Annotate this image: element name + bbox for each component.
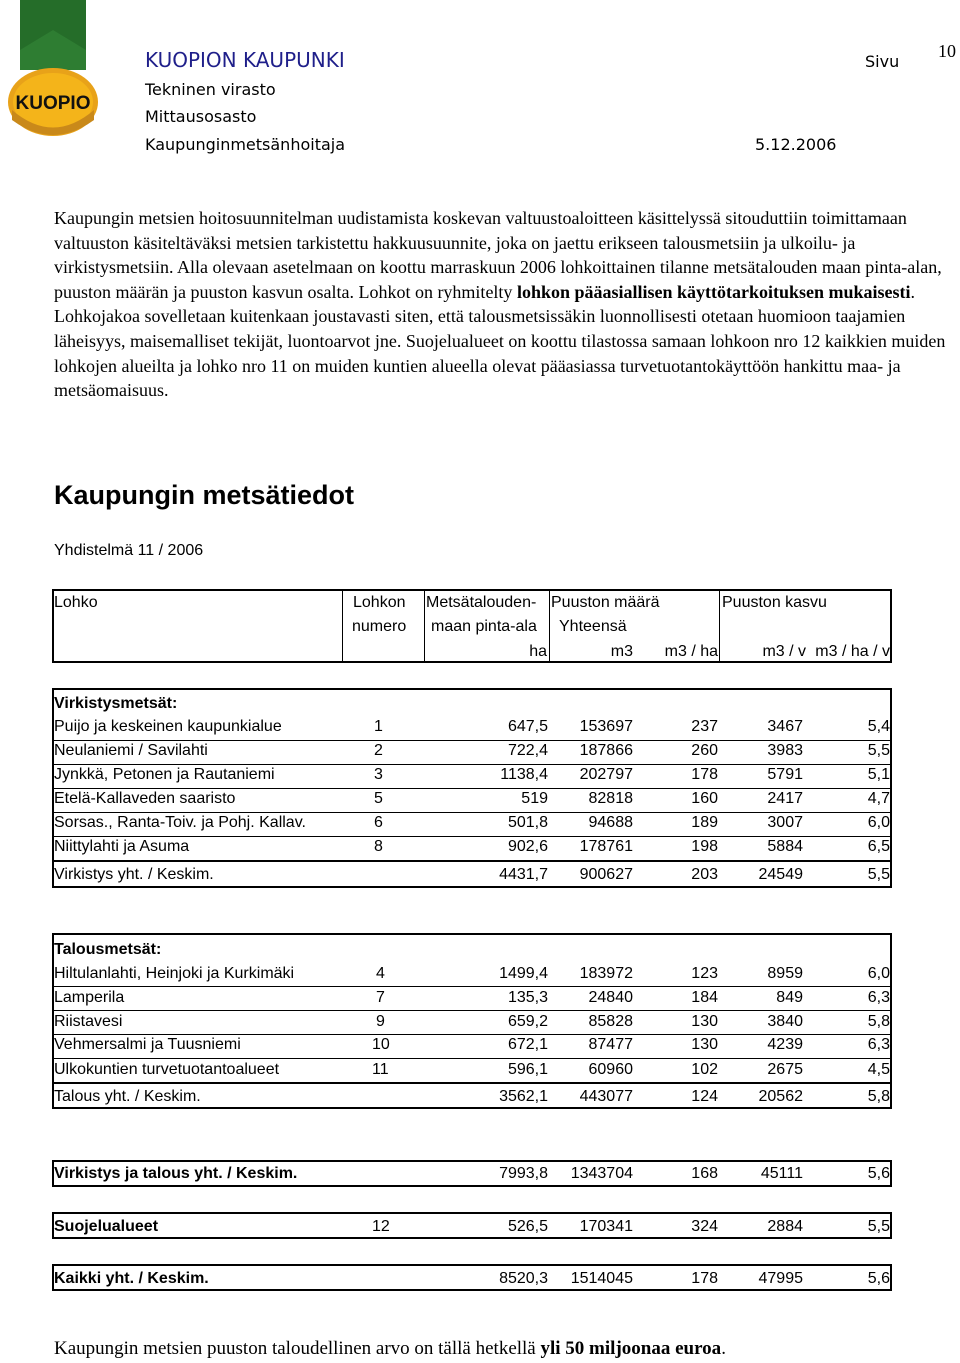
- footer-end: .: [721, 1338, 726, 1359]
- unit-m3-v: m3 / v: [762, 643, 806, 660]
- cell-ha: 672,1: [507, 1036, 548, 1053]
- row-divider: [52, 812, 892, 813]
- cell-m3ha: 124: [691, 1088, 718, 1105]
- intro-text-1: Kaupungin metsien hoitosuunnitelman uudistamista koskevan valtuustoaloitteen käsittelyssä sitouduttiin toimittamaan valtuuston käsiteltäväksi metsien tarkistettu hakkuusuunnite, joka on jaettu erikseen talousmetsiin ja ulkoilu- ja virkistysmetsiin. Alla olevaan asetelmaan on koottu marraskuun 2006 lohkoittainen tilanne metsätalouden maan pinta-alan, puuston määrän ja puuston kasvun osalta. Lohkot on ryhmitelty: [54, 208, 942, 302]
- unit-m3-ha: m3 / ha: [664, 643, 718, 660]
- section-subtitle: Yhdistelmä 11 / 2006: [54, 542, 204, 559]
- cell-num: 11: [372, 1061, 389, 1078]
- cell-num: 8: [374, 838, 383, 855]
- author-role: Kaupunginmetsänhoitaja: [145, 135, 346, 154]
- cell-ha: 519: [521, 790, 548, 807]
- row-divider: [52, 1034, 892, 1035]
- unit-m3-ha-v: m3 / ha / v: [815, 643, 890, 660]
- section-title-talous: Talousmetsät:: [54, 941, 162, 958]
- cell-name: Niittylahti ja Asuma: [54, 838, 190, 855]
- cell-m3ha: 203: [691, 866, 718, 883]
- cell-name: Suojelualueet: [54, 1218, 159, 1235]
- cell-m3ha: 237: [691, 718, 718, 735]
- cell-ha: 3562,1: [499, 1088, 548, 1105]
- total-divider: [52, 860, 892, 862]
- cell-m3hav: 6,5: [867, 838, 890, 855]
- cell-m3: 1514045: [570, 1270, 633, 1287]
- intro-bold-text: lohkon pääasiallisen käyttötarkoituksen mukaisesti: [516, 281, 911, 302]
- cell-m3v: 20562: [758, 1088, 803, 1105]
- cell-m3v: 849: [776, 989, 803, 1006]
- cell-num: 12: [372, 1218, 390, 1235]
- document-date: 5.12.2006: [755, 135, 837, 154]
- cell-m3ha: 178: [691, 766, 718, 783]
- cell-m3hav: 5,1: [867, 766, 890, 783]
- header-divider: [549, 589, 550, 663]
- cell-m3v: 3840: [767, 1013, 803, 1030]
- cell-m3v: 4239: [767, 1036, 803, 1053]
- header-divider: [424, 589, 425, 663]
- cell-m3ha: 198: [691, 838, 718, 855]
- cell-m3hav: 4,7: [867, 790, 890, 807]
- cell-num: 4: [376, 965, 385, 982]
- cell-m3v: 24549: [758, 866, 803, 883]
- cell-ha: 722,4: [507, 742, 548, 759]
- header-numero: numero: [352, 618, 407, 635]
- cell-ha: 659,2: [507, 1013, 548, 1030]
- row-divider: [52, 764, 892, 765]
- cell-m3: 24840: [588, 989, 633, 1006]
- cell-m3hav: 6,3: [867, 1036, 890, 1053]
- cell-m3v: 45111: [760, 1165, 803, 1182]
- cell-m3v: 3467: [767, 718, 803, 735]
- row-divider: [52, 836, 892, 837]
- cell-m3: 153697: [579, 718, 633, 735]
- cell-m3hav: 5,5: [867, 742, 890, 759]
- cell-m3: 87477: [588, 1036, 633, 1053]
- page-number: 10: [938, 41, 956, 61]
- cell-ha: 647,5: [507, 718, 548, 735]
- cell-name: Sorsas., Ranta-Toiv. ja Pohj. Kallav.: [54, 814, 306, 831]
- cell-name: Etelä-Kallaveden saaristo: [54, 790, 236, 807]
- row-divider: [52, 740, 892, 741]
- cell-name: Puijo ja keskeinen kaupunkialue: [54, 718, 282, 735]
- cell-m3v: 2884: [767, 1218, 803, 1235]
- cell-name: Virkistys yht. / Keskim.: [54, 866, 214, 883]
- cell-m3ha: 160: [691, 790, 718, 807]
- section-title-virkistys: Virkistysmetsät:: [54, 695, 178, 712]
- cell-num: 2: [374, 742, 383, 759]
- cell-m3: 443077: [579, 1088, 633, 1105]
- cell-m3ha: 189: [691, 814, 718, 831]
- cell-num: 5: [374, 790, 383, 807]
- cell-m3: 85828: [588, 1013, 633, 1030]
- header-divider: [719, 589, 720, 663]
- cell-m3hav: 5,6: [867, 1270, 890, 1287]
- footer-text: Kaupungin metsien puuston taloudellinen arvo on tällä hetkellä: [54, 1338, 541, 1359]
- cell-m3hav: 4,5: [867, 1061, 890, 1078]
- total-divider: [52, 1082, 892, 1084]
- cell-num: 10: [372, 1036, 390, 1053]
- cell-m3: 183972: [579, 965, 633, 982]
- cell-num: 3: [374, 766, 383, 783]
- row-divider: [52, 986, 892, 987]
- organization-name: KUOPION KAUPUNKI: [145, 48, 345, 72]
- header-puuston-kasvu: Puuston kasvu: [722, 594, 827, 611]
- row-divider: [52, 1010, 892, 1011]
- unit-name: Mittausosasto: [145, 107, 257, 126]
- cell-m3hav: 5,5: [867, 1218, 890, 1235]
- cell-name: Ulkokuntien turvetuotantoalueet: [54, 1061, 280, 1078]
- cell-num: 7: [376, 989, 385, 1006]
- cell-m3: 94688: [588, 814, 633, 831]
- cell-m3: 178761: [579, 838, 633, 855]
- cell-m3: 1343704: [570, 1165, 633, 1182]
- cell-m3hav: 5,8: [867, 1013, 890, 1030]
- cell-m3ha: 102: [691, 1061, 718, 1078]
- cell-m3hav: 5,8: [867, 1088, 890, 1105]
- svg-text:KUOPIO: KUOPIO: [15, 93, 91, 114]
- cell-m3ha: 130: [691, 1036, 718, 1053]
- unit-ha: ha: [529, 643, 547, 660]
- cell-name: Virkistys ja talous yht. / Keskim.: [54, 1165, 298, 1182]
- header-metsatalouden: Metsätalouden-: [426, 594, 537, 611]
- cell-m3: 187866: [579, 742, 633, 759]
- cell-m3: 900627: [579, 866, 633, 883]
- cell-m3ha: 324: [691, 1218, 718, 1235]
- header-pinta-ala: maan pinta-ala: [431, 618, 537, 635]
- cell-name: Talous yht. / Keskim.: [54, 1088, 201, 1105]
- cell-num: 6: [374, 814, 383, 831]
- cell-ha: 526,5: [507, 1218, 548, 1235]
- cell-ha: 501,8: [507, 814, 548, 831]
- cell-ha: 1499,4: [499, 965, 548, 982]
- cell-ha: 8520,3: [499, 1270, 548, 1287]
- cell-m3ha: 178: [691, 1270, 718, 1287]
- cell-m3ha: 260: [691, 742, 718, 759]
- cell-ha: 7993,8: [499, 1165, 548, 1182]
- header-puuston-maara: Puuston määrä: [551, 594, 660, 611]
- cell-m3hav: 6,0: [867, 814, 890, 831]
- cell-ha: 902,6: [507, 838, 548, 855]
- header-yhteensa: Yhteensä: [559, 618, 627, 635]
- unit-m3: m3: [610, 643, 633, 660]
- cell-name: Neulaniemi / Savilahti: [54, 742, 208, 759]
- cell-m3v: 8959: [767, 965, 803, 982]
- cell-name: Jynkkä, Petonen ja Rautaniemi: [54, 766, 275, 783]
- row-divider: [52, 1058, 892, 1059]
- cell-name: Hiltulanlahti, Heinjoki ja Kurkimäki: [54, 965, 295, 982]
- cell-m3v: 2417: [767, 790, 803, 807]
- cell-m3v: 47995: [758, 1270, 803, 1287]
- cell-m3v: 3007: [767, 814, 803, 831]
- cell-name: Vehmersalmi ja Tuusniemi: [54, 1036, 241, 1053]
- cell-name: Kaikki yht. / Keskim.: [54, 1270, 209, 1287]
- cell-m3ha: 184: [691, 989, 718, 1006]
- cell-name: Lamperila: [54, 989, 125, 1006]
- cell-m3hav: 5,4: [867, 718, 890, 735]
- kuopio-logo: [4, 0, 102, 140]
- intro-text-2: . Lohkojakoa sovelletaan kuitenkaan joustavasti siten, että talousmetsissäkin luonnollisesti otetaan huomioon taajamien läheisyys, maisemalliset tekijät, luontoarvot jne. Suojelualueet on koottu tilastossa samaan lohkoon nro 12 kaikkien muiden lohkojen alueilta ja lohko nro 11 on muiden kuntien alueella olevat pääasiassa turvetuotantokäyttöön hankittu maa- ja metsäomaisuus.: [54, 281, 946, 401]
- header-divider: [342, 589, 343, 663]
- cell-m3: 170341: [579, 1218, 633, 1235]
- cell-m3v: 2675: [767, 1061, 803, 1078]
- header-lohko: Lohko: [54, 594, 98, 611]
- department-name: Tekninen virasto: [145, 80, 276, 99]
- intro-paragraph: [54, 206, 959, 403]
- cell-num: 9: [376, 1013, 385, 1030]
- footer-note: [54, 1338, 726, 1360]
- cell-ha: 4431,7: [499, 866, 548, 883]
- cell-m3v: 5791: [767, 766, 803, 783]
- cell-m3hav: 6,0: [867, 965, 890, 982]
- cell-m3: 60960: [588, 1061, 633, 1078]
- cell-m3ha: 130: [691, 1013, 718, 1030]
- cell-m3hav: 5,5: [867, 866, 890, 883]
- section-title: Kaupungin metsätiedot: [54, 480, 355, 510]
- header-lohkon: Lohkon: [353, 594, 406, 611]
- cell-ha: 596,1: [507, 1061, 548, 1078]
- cell-ha: 135,3: [507, 989, 548, 1006]
- cell-m3hav: 6,3: [867, 989, 890, 1006]
- cell-ha: 1138,4: [500, 766, 548, 783]
- cell-m3v: 5884: [767, 838, 803, 855]
- cell-m3ha: 123: [691, 965, 718, 982]
- cell-m3hav: 5,6: [867, 1165, 890, 1182]
- footer-bold: yli 50 miljoonaa euroa: [540, 1338, 722, 1359]
- cell-m3: 82818: [588, 790, 633, 807]
- cell-name: Riistavesi: [54, 1013, 123, 1030]
- cell-m3ha: 168: [691, 1165, 718, 1182]
- cell-m3: 202797: [579, 766, 633, 783]
- cell-num: 1: [374, 718, 383, 735]
- cell-m3v: 3983: [767, 742, 803, 759]
- row-divider: [52, 788, 892, 789]
- page-label: Sivu: [865, 52, 900, 71]
